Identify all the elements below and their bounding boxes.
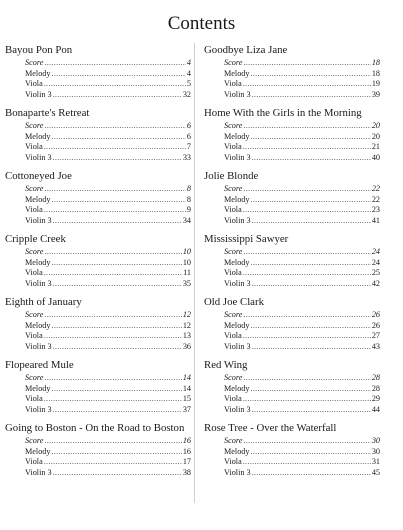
- dot-leader: [250, 132, 370, 143]
- dot-leader: [44, 310, 181, 321]
- page-number: 30: [371, 446, 380, 456]
- dot-leader: [44, 457, 182, 468]
- part-label: Melody: [224, 383, 250, 393]
- toc-row: [204, 342, 380, 353]
- dot-leader: [44, 373, 181, 384]
- part-label: Melody: [25, 446, 51, 456]
- toc-row: [204, 184, 380, 195]
- dot-leader: [44, 394, 182, 405]
- toc-row: [204, 216, 380, 227]
- part-label: Violin 3: [224, 152, 251, 162]
- song-title: Eighth of January: [5, 296, 82, 308]
- toc-row: [5, 184, 191, 195]
- toc-row: [5, 132, 191, 143]
- dot-leader: [53, 279, 182, 290]
- part-label: Violin 3: [25, 404, 52, 414]
- dot-leader: [51, 69, 185, 80]
- dot-leader: [44, 184, 186, 195]
- part-label: Melody: [25, 257, 51, 267]
- part-label: Melody: [224, 257, 250, 267]
- page-number: 4: [186, 68, 191, 78]
- page-number: 11: [183, 268, 191, 278]
- song-entry: [5, 295, 191, 358]
- toc-row: [204, 195, 380, 206]
- dot-leader: [250, 258, 370, 269]
- part-label: Viola: [25, 79, 43, 89]
- part-label: Violin 3: [224, 215, 251, 225]
- song-title: Goodbye Liza Jane: [204, 44, 288, 56]
- page-number: 15: [182, 394, 191, 404]
- dot-leader: [51, 384, 181, 395]
- page-number: 26: [371, 320, 380, 330]
- toc-row: [5, 384, 191, 395]
- page-number: 18: [371, 68, 380, 78]
- song-title: Jolie Blonde: [204, 170, 259, 182]
- page-number: 16: [182, 436, 191, 445]
- song-title: Home With the Girls in the Morning: [204, 107, 362, 119]
- page-number: 7: [186, 142, 191, 152]
- song-entry: [5, 232, 191, 295]
- part-label: Melody: [224, 320, 250, 330]
- part-label: Score: [25, 121, 44, 130]
- dot-leader: [44, 205, 186, 216]
- part-label: Viola: [25, 394, 43, 404]
- dot-leader: [53, 90, 182, 101]
- song-entry: [204, 106, 380, 169]
- toc-row: [204, 268, 380, 279]
- toc-row: [204, 384, 380, 395]
- part-label: Score: [224, 373, 243, 382]
- song-entry: [204, 169, 380, 232]
- part-label: Violin 3: [25, 89, 52, 99]
- part-label: Viola: [25, 268, 43, 278]
- part-label: Viola: [224, 79, 242, 89]
- dot-leader: [250, 384, 370, 395]
- toc-row: [5, 216, 191, 227]
- song-entry: [5, 358, 191, 421]
- dot-leader: [44, 268, 182, 279]
- page-number: 27: [371, 331, 380, 341]
- toc-row: [204, 394, 380, 405]
- page-number: 40: [371, 152, 380, 162]
- toc-row: [204, 331, 380, 342]
- toc-row: [5, 405, 191, 416]
- part-label: Melody: [25, 68, 51, 78]
- page-number: 22: [371, 184, 380, 193]
- dot-leader: [243, 436, 370, 447]
- part-label: Viola: [25, 457, 43, 467]
- dot-leader: [243, 373, 370, 384]
- toc-row: [204, 258, 380, 269]
- part-label: Violin 3: [25, 152, 52, 162]
- toc-row: [204, 436, 380, 447]
- toc-row: [204, 142, 380, 153]
- page-number: 22: [371, 194, 380, 204]
- column-divider: [194, 43, 195, 503]
- toc-row: [204, 121, 380, 132]
- dot-leader: [243, 121, 370, 132]
- page-number: 16: [182, 446, 191, 456]
- part-label: Violin 3: [224, 404, 251, 414]
- page-number: 8: [186, 184, 191, 193]
- toc-row: [5, 321, 191, 332]
- toc-row: [5, 436, 191, 447]
- dot-leader: [51, 195, 185, 206]
- dot-leader: [51, 132, 185, 143]
- page-number: 37: [182, 404, 191, 414]
- page-number: 21: [371, 142, 380, 152]
- toc-row: [5, 205, 191, 216]
- dot-leader: [243, 79, 371, 90]
- dot-leader: [243, 457, 371, 468]
- page-number: 12: [182, 310, 191, 319]
- dot-leader: [53, 216, 182, 227]
- dot-leader: [44, 142, 186, 153]
- toc-row: [204, 457, 380, 468]
- part-label: Melody: [25, 383, 51, 393]
- page-number: 13: [182, 331, 191, 341]
- toc-row: [204, 321, 380, 332]
- dot-leader: [243, 247, 370, 258]
- page-number: 38: [182, 467, 191, 477]
- page-number: 28: [371, 373, 380, 382]
- dot-leader: [252, 153, 371, 164]
- page-number: 18: [371, 58, 380, 67]
- song-title: Cottoneyed Joe: [5, 170, 72, 182]
- page-number: 25: [371, 268, 380, 278]
- page-number: 26: [371, 310, 380, 319]
- toc-row: [5, 447, 191, 458]
- part-label: Violin 3: [224, 341, 251, 351]
- page-number: 39: [371, 89, 380, 99]
- dot-leader: [243, 268, 371, 279]
- toc-row: [204, 247, 380, 258]
- page-number: 9: [186, 205, 191, 215]
- page-number: 6: [186, 121, 191, 130]
- toc-row: [5, 58, 191, 69]
- part-label: Score: [224, 436, 243, 445]
- part-label: Score: [224, 310, 243, 319]
- page-title: Contents: [167, 13, 236, 34]
- part-label: Score: [25, 184, 44, 193]
- dot-leader: [243, 58, 370, 69]
- page-number: 20: [371, 121, 380, 130]
- page-number: 14: [182, 373, 191, 382]
- part-label: Viola: [224, 205, 242, 215]
- part-label: Violin 3: [224, 89, 251, 99]
- page-number: 36: [182, 341, 191, 351]
- toc-row: [5, 195, 191, 206]
- page-number: 45: [371, 467, 380, 477]
- part-label: Violin 3: [224, 278, 251, 288]
- toc-row: [204, 153, 380, 164]
- page-number: 30: [371, 436, 380, 445]
- page-number: 20: [371, 131, 380, 141]
- part-label: Melody: [25, 131, 51, 141]
- dot-leader: [252, 405, 371, 416]
- toc-row: [204, 69, 380, 80]
- part-label: Melody: [224, 446, 250, 456]
- dot-leader: [250, 321, 370, 332]
- page-number: 31: [371, 457, 380, 467]
- song-title: Red Wing: [204, 359, 248, 371]
- part-label: Viola: [224, 331, 242, 341]
- part-label: Viola: [25, 331, 43, 341]
- part-label: Viola: [25, 142, 43, 152]
- part-label: Score: [224, 121, 243, 130]
- song-entry: [204, 358, 380, 421]
- song-title: Rose Tree - Over the Waterfall: [204, 422, 337, 434]
- song-title: Going to Boston - On the Road to Boston: [5, 422, 185, 434]
- page-number: 24: [371, 247, 380, 256]
- dot-leader: [44, 121, 186, 132]
- page-number: 35: [182, 278, 191, 288]
- part-label: Melody: [224, 68, 250, 78]
- page-number: 6: [186, 131, 191, 141]
- toc-row: [204, 405, 380, 416]
- song-title: Flopeared Mule: [5, 359, 74, 371]
- dot-leader: [44, 79, 186, 90]
- toc-row: [5, 142, 191, 153]
- part-label: Melody: [224, 131, 250, 141]
- song-entry: [204, 43, 380, 106]
- page-number: 44: [371, 404, 380, 414]
- toc-row: [5, 153, 191, 164]
- dot-leader: [250, 447, 370, 458]
- part-label: Violin 3: [25, 467, 52, 477]
- toc-row: [204, 468, 380, 479]
- page-number: 34: [182, 215, 191, 225]
- page-number: 14: [182, 383, 191, 393]
- dot-leader: [44, 247, 181, 258]
- page-number: 28: [371, 383, 380, 393]
- part-label: Viola: [224, 142, 242, 152]
- part-label: Score: [25, 310, 44, 319]
- page-number: 43: [371, 341, 380, 351]
- dot-leader: [250, 69, 370, 80]
- part-label: Violin 3: [25, 278, 52, 288]
- toc-row: [204, 373, 380, 384]
- part-label: Violin 3: [25, 341, 52, 351]
- song-entry: [204, 232, 380, 295]
- toc-row: [5, 69, 191, 80]
- dot-leader: [53, 342, 182, 353]
- part-label: Melody: [224, 194, 250, 204]
- part-label: Melody: [25, 320, 51, 330]
- dot-leader: [44, 436, 181, 447]
- dot-leader: [51, 258, 181, 269]
- page-number: 4: [186, 58, 191, 67]
- dot-leader: [243, 142, 371, 153]
- contents-column-left: [5, 43, 191, 484]
- toc-row: [5, 121, 191, 132]
- part-label: Viola: [224, 394, 242, 404]
- part-label: Violin 3: [224, 467, 251, 477]
- page-number: 10: [182, 247, 191, 256]
- song-title: Cripple Creek: [5, 233, 66, 245]
- contents-column-right: [204, 43, 380, 484]
- part-label: Score: [25, 436, 44, 445]
- dot-leader: [243, 184, 370, 195]
- toc-row: [5, 468, 191, 479]
- dot-leader: [252, 468, 371, 479]
- toc-row: [5, 279, 191, 290]
- song-title: Mississippi Sawyer: [204, 233, 289, 245]
- dot-leader: [250, 195, 370, 206]
- toc-row: [204, 205, 380, 216]
- part-label: Score: [25, 58, 44, 67]
- song-entry: [204, 421, 380, 484]
- toc-row: [5, 373, 191, 384]
- page-number: 23: [371, 205, 380, 215]
- toc-row: [5, 331, 191, 342]
- page-number: 5: [186, 79, 191, 89]
- dot-leader: [243, 331, 371, 342]
- page-number: 12: [182, 320, 191, 330]
- toc-row: [5, 258, 191, 269]
- dot-leader: [243, 310, 370, 321]
- song-entry: [5, 106, 191, 169]
- toc-row: [204, 447, 380, 458]
- toc-row: [204, 132, 380, 143]
- toc-row: [5, 342, 191, 353]
- dot-leader: [51, 321, 181, 332]
- toc-row: [204, 310, 380, 321]
- part-label: Viola: [224, 457, 242, 467]
- toc-row: [5, 457, 191, 468]
- part-label: Violin 3: [25, 215, 52, 225]
- song-title: Old Joe Clark: [204, 296, 264, 308]
- song-title: Bonaparte's Retreat: [5, 107, 90, 119]
- dot-leader: [51, 447, 181, 458]
- part-label: Score: [224, 184, 243, 193]
- dot-leader: [44, 58, 186, 69]
- part-label: Score: [224, 247, 243, 256]
- page-number: 41: [371, 215, 380, 225]
- page-number: 17: [182, 457, 191, 467]
- page-number: 10: [182, 257, 191, 267]
- toc-row: [5, 268, 191, 279]
- dot-leader: [252, 342, 371, 353]
- part-label: Score: [25, 247, 44, 256]
- part-label: Viola: [224, 268, 242, 278]
- dot-leader: [243, 394, 371, 405]
- page-number: 29: [371, 394, 380, 404]
- part-label: Viola: [25, 205, 43, 215]
- part-label: Score: [25, 373, 44, 382]
- song-entry: [204, 295, 380, 358]
- page-number: 42: [371, 278, 380, 288]
- toc-row: [5, 310, 191, 321]
- dot-leader: [252, 216, 371, 227]
- page-number: 8: [186, 194, 191, 204]
- toc-row: [204, 90, 380, 101]
- toc-row: [5, 90, 191, 101]
- page-number: 33: [182, 152, 191, 162]
- toc-row: [204, 58, 380, 69]
- dot-leader: [53, 468, 182, 479]
- page-number: 32: [182, 89, 191, 99]
- song-entry: [5, 43, 191, 106]
- song-entry: [5, 169, 191, 232]
- toc-row: [204, 79, 380, 90]
- dot-leader: [252, 279, 371, 290]
- part-label: Melody: [25, 194, 51, 204]
- toc-row: [204, 279, 380, 290]
- dot-leader: [53, 153, 182, 164]
- toc-row: [5, 247, 191, 258]
- page-number: 19: [371, 79, 380, 89]
- part-label: Score: [224, 58, 243, 67]
- page-number: 24: [371, 257, 380, 267]
- song-entry: [5, 421, 191, 484]
- dot-leader: [53, 405, 182, 416]
- toc-row: [5, 394, 191, 405]
- dot-leader: [44, 331, 182, 342]
- toc-row: [5, 79, 191, 90]
- song-title: Bayou Pon Pon: [5, 44, 73, 56]
- dot-leader: [252, 90, 371, 101]
- dot-leader: [243, 205, 371, 216]
